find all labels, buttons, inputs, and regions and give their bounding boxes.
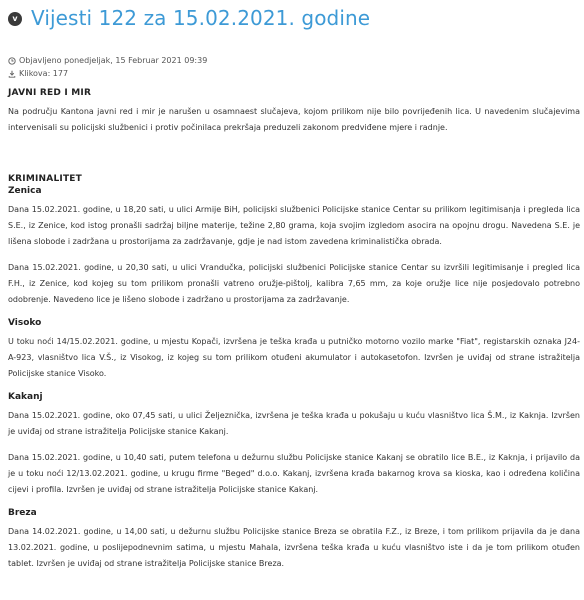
published-date: Objavljeno ponedjeljak, 15 Februar 2021 09:39: [19, 56, 208, 65]
subheading-kakanj: Kakanj: [8, 392, 43, 402]
paragraph: Dana 15.02.2021. godine, u 18,20 sati, u ulici Armije BiH, policijski službenici Policijske stanice Centar su prilikom legitimisanja i pregleda lica S.E., iz Zenice, kod istog pronašli sadržaj biljne materije, težine 2,80 grama, koja svojim izgledom asocira na opojnu drogu. Navedena S.E. je lišena slobode i zadržana u prostorijama za zadržavanje, gdje je nad istom zavedena kriminalistička obrada.: [8, 205, 580, 246]
clock-icon: [8, 57, 16, 65]
section-heading-javni-red: JAVNI RED I MIR: [8, 88, 92, 98]
download-icon: [8, 70, 16, 78]
article-meta: [8, 54, 207, 80]
paragraph: U toku noći 14/15.02.2021. godine, u mjestu Kopači, izvršena je teška krađa u putničko motorno vozilo marke "Fiat", registarskih oznaka J24-A-923, vlasništvo lica V.Š., iz Visokog, iz kojeg su tom prilikom otuđeni akumulator i autokasetofon. Izvršen je uviđaj od strane istražitelja Policijske stanice Visoko.: [8, 337, 580, 378]
paragraph: Na području Kantona javni red i mir je narušen u osamnaest slučajeva, kojom prilikom nije bilo povrijeđenih lica. U navedenim slučajevima intervenisali su policijski službenici i protiv počinilaca prekršaja preduzeli zakonom predviđene mjere i radnje.: [8, 107, 580, 132]
subheading-zenica: Zenica: [8, 186, 42, 196]
paragraph: Dana 15.02.2021. godine, oko 07,45 sati, u ulici Željeznička, izvršena je teška krađa u pokušaju u kuću vlasništvo lica Š.M., iz Kaknja. Izvršen je uviđaj od strane istražitelja Policijske stanice Kakanj.: [8, 411, 580, 436]
chevron-down-icon[interactable]: v: [8, 12, 22, 26]
paragraph: Dana 15.02.2021. godine, u 20,30 sati, u ulici Vrandučka, policijski službenici Policijske stanice Centar su izvršili legitimisanje i pregled lica F.H., iz Zenice, kod kojeg su tom prilikom pronašli vatreno oružje-pištolj, kalibra 7,65 mm, za koje oružje lice nije posjedovalo potrebno odobrenje. Navedeno lice je lišeno slobode i zadržano u prostorijama za zadržavanje.: [8, 263, 580, 304]
subheading-breza: Breza: [8, 508, 37, 518]
hits-row: [8, 67, 207, 80]
published-row: [8, 54, 207, 67]
hits-count: Klikova: 177: [19, 69, 69, 78]
paragraph: Dana 15.02.2021. godine, u 10,40 sati, putem telefona u dežurnu službu Policijske stanice Kakanj se obratilo lice B.E., iz Kaknja, i prijavilo da je u toku noći 12/13.02.2021. godine, u krugu firme "Beged" d.o.o. Kakanj, izvršena krađa bakarnog krova sa kioska, kao i određena količina cijevi i profila. Izvršen je uviđaj od strane istražitelja Policijske stanice Kakanj.: [8, 453, 580, 494]
section-heading-kriminalitet: KRIMINALITET: [8, 174, 82, 184]
article-title[interactable]: Vijesti 122 za 15.02.2021. godine: [31, 6, 371, 30]
article-body: [8, 88, 580, 582]
paragraph: Dana 14.02.2021. godine, u 14,00 sati, u dežurnu službu Policijske stanice Breza se obratila F.Z., iz Breze, i tom prilikom prijavila da je dana 13.02.2021. godine, u poslijepodnevnim satima, u mjestu Mahala, izvršena teška krađa u kuću vlasništvo iste i da je tom prilikom otuđen tablet. Izvršen je uviđaj od strane istražitelja Policijske stanice Breza.: [8, 527, 580, 568]
article-header: [8, 6, 370, 30]
subheading-visoko: Visoko: [8, 318, 42, 328]
